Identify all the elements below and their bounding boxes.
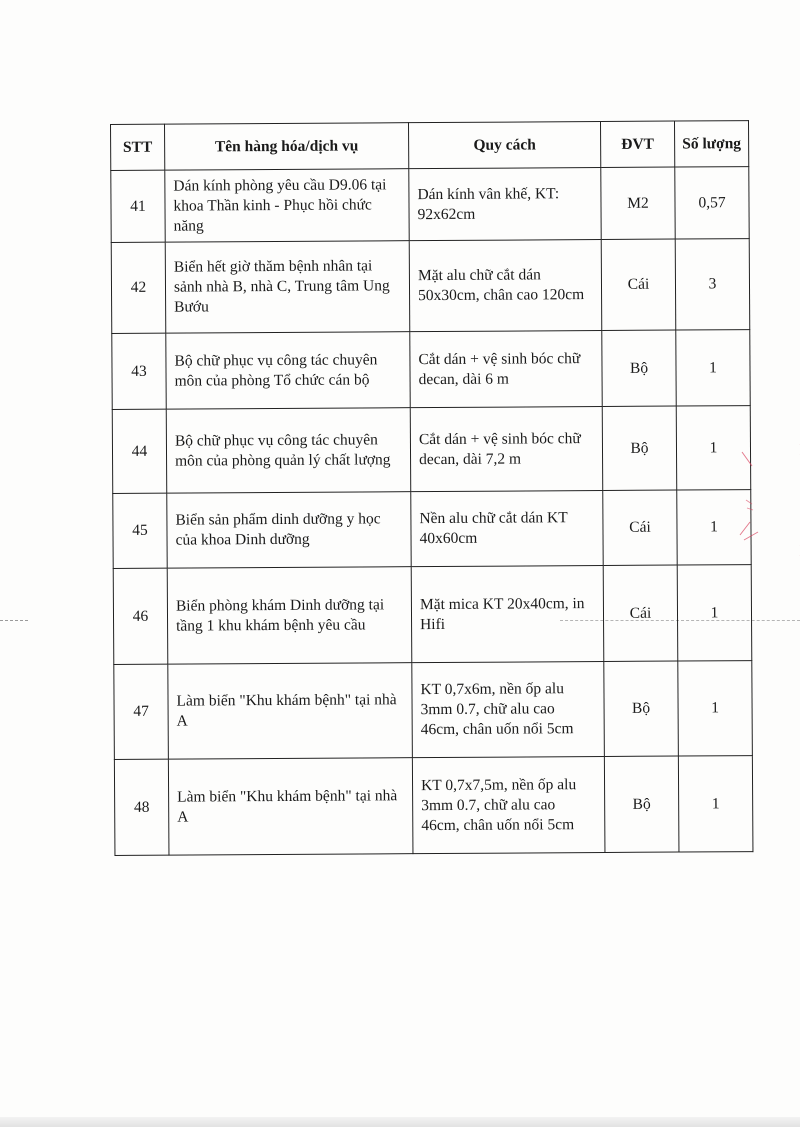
scan-artifact-dash-left: [0, 620, 28, 621]
table-row: [112, 406, 751, 494]
cell-spec: Mặt alu chữ cắt dán 50x30cm, chân cao 120cm: [409, 240, 602, 332]
cell-unit: Bộ: [604, 756, 679, 852]
cell-stt: 45: [113, 493, 167, 568]
cell-name: Bộ chữ phục vụ công tác chuyên môn của phòng quản lý chất lượng: [166, 408, 411, 493]
header-qty: Số lượng: [674, 121, 748, 167]
cell-qty: 0,57: [675, 167, 749, 239]
cell-stt: 44: [112, 409, 167, 493]
table-row: [111, 239, 750, 334]
cell-unit: Bộ: [602, 330, 676, 406]
cell-spec: Cắt dán + vệ sinh bóc chữ decan, dài 6 m: [410, 330, 602, 407]
cell-unit: Cái: [603, 565, 678, 661]
goods-table: [110, 120, 753, 856]
cell-spec: Nền alu chữ cắt dán KT 40x60cm: [411, 490, 603, 566]
cell-spec: Mặt mica KT 20x40cm, in Hifi: [411, 565, 604, 662]
cell-qty: 3: [675, 239, 750, 330]
seal-stamp-partial: [738, 440, 800, 560]
table-row: [114, 661, 753, 760]
table-row: [113, 565, 752, 665]
cell-unit: Bộ: [602, 406, 677, 490]
cell-unit: Cái: [601, 239, 676, 330]
header-name: Tên hàng hóa/dịch vụ: [165, 123, 409, 170]
cell-name: Biển phòng khám Dinh dưỡng tại tầng 1 khu khám bệnh yêu cầu: [167, 567, 412, 664]
cell-qty: 1: [676, 406, 751, 490]
cell-name: Biển sản phẩm dinh dưỡng y học của khoa Dinh dưỡng: [167, 492, 411, 568]
cell-spec: Cắt dán + vệ sinh bóc chữ decan, dài 7,2 m: [410, 406, 603, 491]
cell-name: Bộ chữ phục vụ công tác chuyên môn của phòng Tổ chức cán bộ: [166, 332, 410, 409]
cell-qty: 1: [677, 490, 751, 565]
header-unit: ĐVT: [600, 121, 674, 167]
cell-name: Biển hết giờ thăm bệnh nhân tại sảnh nhà B, nhà C, Trung tâm Ung Bướu: [165, 241, 410, 333]
cell-name: Dán kính phòng yêu cầu D9.06 tại khoa Thần kinh - Phục hồi chức năng: [165, 169, 409, 242]
cell-qty: 1: [677, 565, 752, 661]
cell-qty: 1: [678, 661, 753, 756]
cell-name: Làm biển "Khu khám bệnh" tại nhà A: [168, 758, 413, 855]
cell-qty: 1: [676, 330, 750, 406]
header-spec: Quy cách: [408, 122, 600, 169]
cell-stt: 43: [112, 333, 166, 409]
table-row: [113, 490, 751, 569]
cell-unit: Bộ: [604, 661, 679, 756]
cell-stt: 42: [111, 242, 166, 333]
cell-spec: KT 0,7x7,5m, nền ốp alu 3mm 0.7, chữ alu cao 46cm, chân uốn nổi 5cm: [412, 756, 605, 853]
cell-spec: KT 0,7x6m, nền ốp alu 3mm 0.7, chữ alu cao 46cm, chân uốn nổi 5cm: [412, 661, 605, 757]
table-header-row: [111, 121, 749, 171]
header-stt: STT: [111, 124, 165, 170]
cell-qty: 1: [678, 756, 753, 852]
cell-name: Làm biển "Khu khám bệnh" tại nhà A: [168, 663, 413, 759]
cell-stt: 41: [111, 170, 165, 242]
scan-bottom-edge: [0, 1117, 800, 1127]
cell-unit: M2: [601, 167, 675, 239]
cell-stt: 47: [114, 664, 169, 759]
table-row: [112, 330, 750, 410]
table-row: [111, 167, 749, 243]
cell-stt: 48: [114, 759, 169, 855]
table-row: [114, 756, 753, 856]
cell-spec: Dán kính vân khế, KT: 92x62cm: [409, 168, 601, 241]
cell-stt: 46: [113, 568, 168, 664]
cell-unit: Cái: [603, 490, 677, 565]
